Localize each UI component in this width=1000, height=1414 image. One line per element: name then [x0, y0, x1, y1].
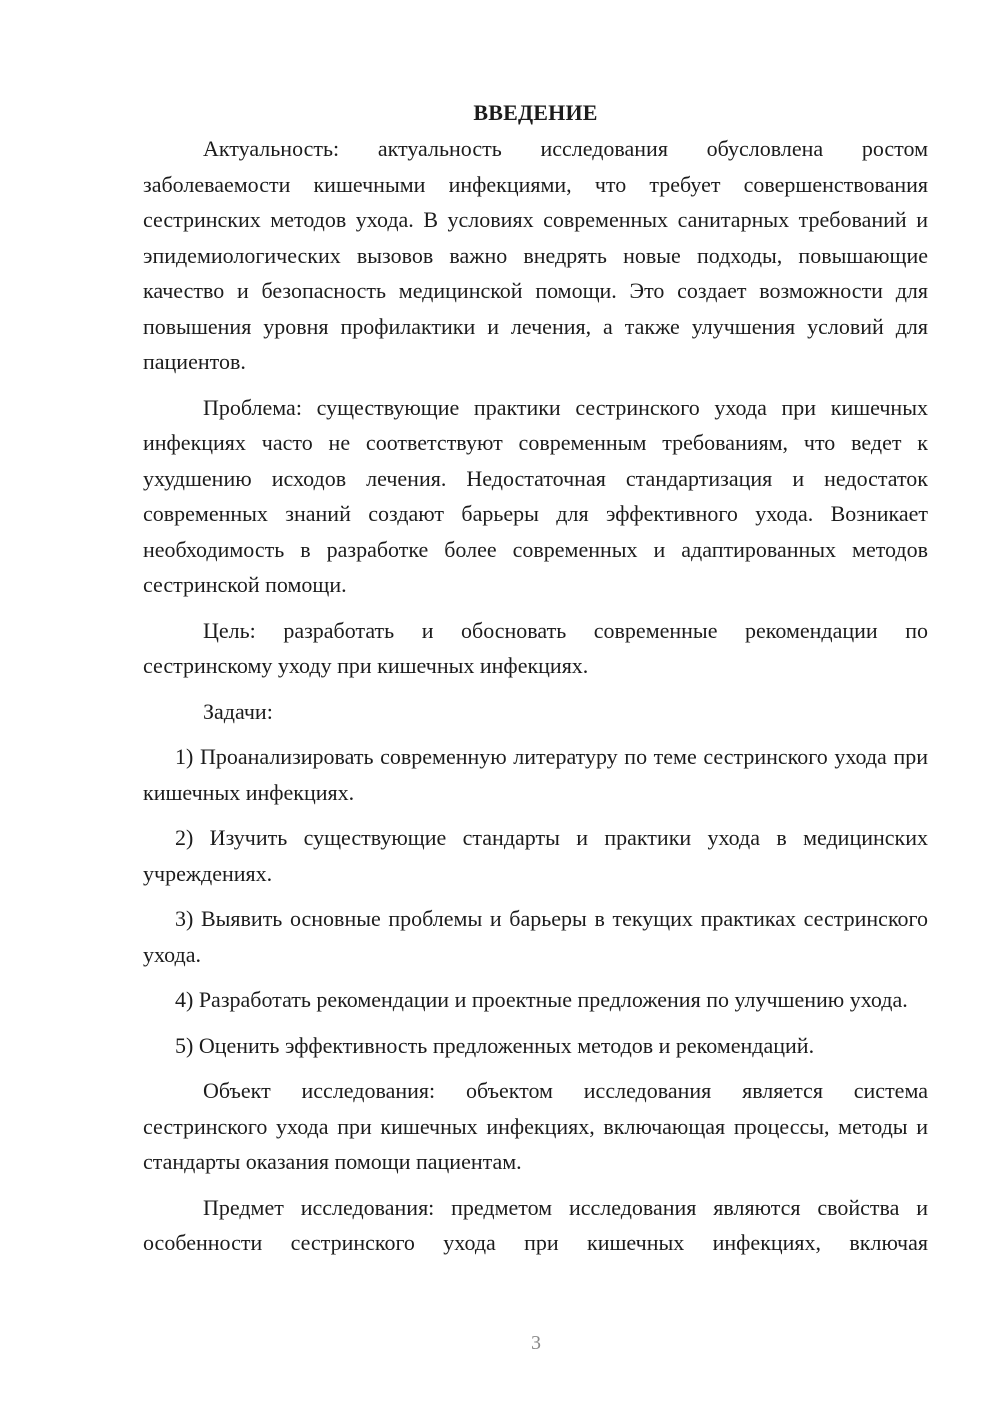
paragraph-research-subject: Предмет исследования: предметом исследования являются свойства и особенности сестринского ухода при кишечных инфекциях, включая: [143, 1194, 928, 1255]
task-item: 4) Разработать рекомендации и проектные предложения по улучшению ухода.: [175, 987, 908, 1012]
document-body: [143, 95, 928, 1271]
paragraph-goal: Цель: разработать и обосновать современные рекомендации по сестринскому уходу при кишечных инфекциях.: [143, 617, 928, 678]
paragraph-problem: Проблема: существующие практики сестринского ухода при кишечных инфекциях часто не соответствуют современным требованиям, что ведет к ухудшению исходов лечения. Недостаточная стандартизация и недостаток современных знаний создают барьеры для эффективного ухода. Возникает необходимость в разработке более современных и адаптированных методов сестринской помощи.: [143, 394, 928, 597]
task-item: 1) Проанализировать современную литературу по теме сестринского ухода при кишечных инфекциях.: [143, 744, 928, 805]
task-item: 3) Выявить основные проблемы и барьеры в текущих практиках сестринского ухода.: [143, 906, 928, 967]
page-number: 3: [531, 1332, 541, 1354]
task-item: 2) Изучить существующие стандарты и практики ухода в медицинских учреждениях.: [143, 825, 928, 886]
page-title: ВВЕДЕНИЕ: [473, 100, 598, 125]
task-item: 5) Оценить эффективность предложенных методов и рекомендаций.: [175, 1032, 815, 1058]
paragraph-tasks-heading: Задачи:: [203, 698, 273, 724]
paragraph-research-object: Объект исследования: объектом исследования является система сестринского ухода при кишечных инфекциях, включающая процессы, методы и стандарты оказания помощи пациентам.: [143, 1078, 928, 1174]
paragraph-relevance: Актуальность: актуальность исследования обусловлена ростом заболеваемости кишечными инфекциями, что требует совершенствования сестринских методов ухода. В условиях современных санитарных требований и эпидемиологических вызовов важно внедрять новые подходы, повышающие качество и безопасность медицинской помощи. Это создает возможности для повышения уровня профилактики и лечения, а также улучшения условий для пациентов.: [143, 136, 928, 374]
